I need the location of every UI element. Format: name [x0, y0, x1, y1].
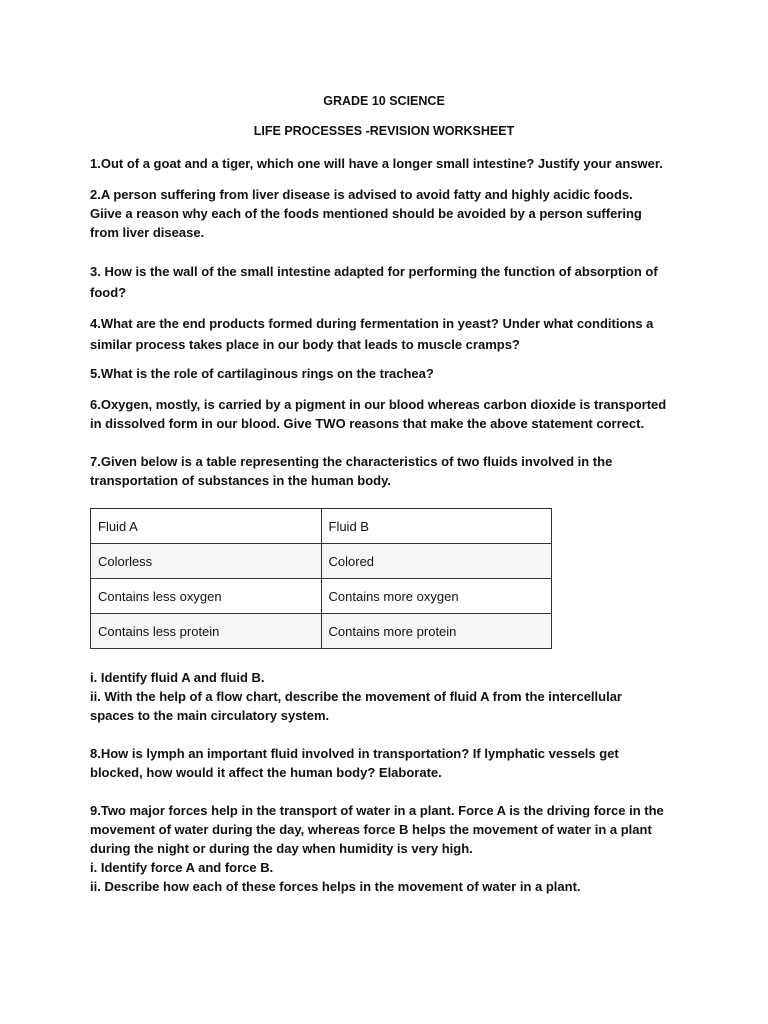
question-line: spaces to the main circulatory system. — [90, 708, 330, 723]
question-line: during the night or during the day when humidity is very high. — [90, 841, 473, 856]
table-cell: Colored — [321, 544, 552, 579]
question-line: 9.Two major forces help in the transport of water in a plant. Force A is the driving force in the — [90, 803, 664, 818]
table-row — [91, 614, 552, 649]
question-3 — [90, 261, 680, 303]
table-cell: Contains less protein — [91, 614, 322, 649]
table-cell: Contains less oxygen — [91, 579, 322, 614]
question-7-subparts — [90, 668, 680, 725]
question-line: movement of water during the day, whereas force B helps the movement of water in a plant — [90, 822, 652, 837]
table-row — [91, 509, 552, 544]
question-line: i. Identify fluid A and fluid B. — [90, 670, 265, 685]
table-row — [91, 544, 552, 579]
question-9 — [90, 801, 680, 896]
question-line: 7.Given below is a table representing the characteristics of two fluids involved in the — [90, 454, 613, 469]
table-cell: Colorless — [91, 544, 322, 579]
question-line: transportation of substances in the human body. — [90, 473, 391, 488]
question-line: ii. With the help of a flow chart, describe the movement of fluid A from the intercellular — [90, 689, 622, 704]
question-line: in dissolved form in our blood. Give TWO reasons that make the above statement correct. — [90, 416, 645, 431]
table-cell: Fluid A — [91, 509, 322, 544]
question-line: 4.What are the end products formed during fermentation in yeast? Under what conditions a — [90, 316, 654, 331]
question-5 — [90, 364, 680, 383]
question-1 — [90, 154, 680, 173]
question-7 — [90, 452, 680, 490]
fluid-comparison-table — [90, 508, 552, 649]
question-2 — [90, 185, 680, 242]
question-6 — [90, 395, 680, 433]
question-line: 6.Oxygen, mostly, is carried by a pigment in our blood whereas carbon dioxide is transported — [90, 397, 667, 412]
question-line: ii. Describe how each of these forces helps in the movement of water in a plant. — [90, 879, 581, 894]
question-line: from liver disease. — [90, 225, 205, 240]
question-line: 8.How is lymph an important fluid involved in transportation? If lymphatic vessels get — [90, 746, 619, 761]
question-8 — [90, 744, 680, 782]
question-line: 5.What is the role of cartilaginous rings on the trachea? — [90, 366, 434, 381]
question-line: i. Identify force A and force B. — [90, 860, 274, 875]
question-line: similar process takes place in our body that leads to muscle cramps? — [90, 337, 520, 352]
question-line: 3. How is the wall of the small intestine adapted for performing the function of absorption of — [90, 264, 658, 279]
table-cell: Contains more protein — [321, 614, 552, 649]
table-row — [91, 579, 552, 614]
question-line: 2.A person suffering from liver disease is advised to avoid fatty and highly acidic foods. — [90, 187, 633, 202]
table-cell: Contains more oxygen — [321, 579, 552, 614]
worksheet-grade-title: GRADE 10 SCIENCE — [323, 94, 445, 108]
question-4 — [90, 313, 680, 355]
question-line: Giive a reason why each of the foods mentioned should be avoided by a person suffering — [90, 206, 642, 221]
worksheet-subtitle: LIFE PROCESSES -REVISION WORKSHEET — [253, 124, 515, 138]
table-cell: Fluid B — [321, 509, 552, 544]
question-line: food? — [90, 285, 127, 300]
question-line: blocked, how would it affect the human body? Elaborate. — [90, 765, 442, 780]
question-line: 1.Out of a goat and a tiger, which one will have a longer small intestine? Justify your answer. — [90, 156, 663, 171]
